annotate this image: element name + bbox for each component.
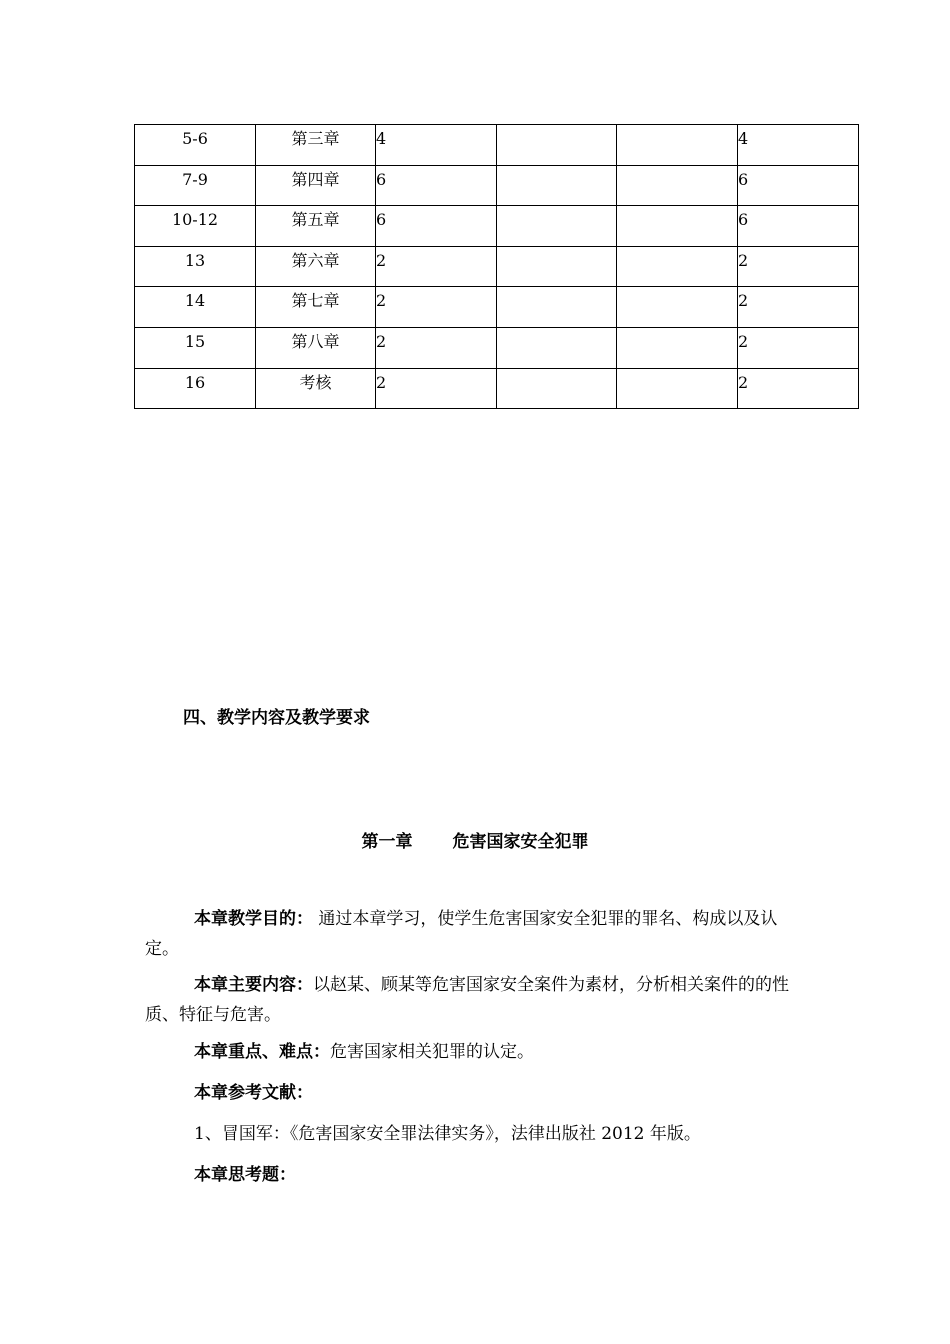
- total-cell: 2: [738, 327, 859, 368]
- table-row: [135, 287, 859, 328]
- chapter-cell: 考核: [256, 368, 376, 409]
- questions-label: 本章思考题：: [194, 1165, 296, 1185]
- empty-cell: [617, 368, 738, 409]
- empty-cell: [497, 327, 617, 368]
- empty-cell: [617, 206, 738, 247]
- total-cell: 2: [738, 246, 859, 287]
- empty-cell: [497, 165, 617, 206]
- empty-cell: [497, 206, 617, 247]
- empty-cell: [497, 246, 617, 287]
- chapter-cell: 第三章: [256, 125, 376, 166]
- purpose-text: 通过本章学习，使学生危害国家安全犯罪的罪名、构成以及认定。: [145, 909, 778, 959]
- table-row: [135, 246, 859, 287]
- hours-cell: 2: [376, 327, 497, 368]
- table-row: [135, 206, 859, 247]
- reference-item: 1、冒国军：《危害国家安全罪法律实务》，法律出版社 2012 年版。: [194, 1124, 701, 1144]
- focus-text: 危害国家相关犯罪的认定。: [330, 1042, 534, 1062]
- week-cell: 15: [135, 327, 256, 368]
- hours-cell: 2: [376, 368, 497, 409]
- table-row: [135, 125, 859, 166]
- content-paragraph: [145, 970, 810, 1030]
- hours-cell: 2: [376, 246, 497, 287]
- chapter-cell: 第七章: [256, 287, 376, 328]
- chapter-title: [0, 827, 950, 852]
- total-cell: 6: [738, 165, 859, 206]
- empty-cell: [617, 246, 738, 287]
- chapter-number: 第一章: [361, 832, 413, 852]
- chapter-cell: 第六章: [256, 246, 376, 287]
- chapter-cell: 第五章: [256, 206, 376, 247]
- week-cell: 7-9: [135, 165, 256, 206]
- purpose-paragraph: [145, 904, 810, 964]
- references-label: 本章参考文献：: [194, 1083, 313, 1103]
- week-cell: 10-12: [135, 206, 256, 247]
- empty-cell: [497, 125, 617, 166]
- content-text: 以赵某、顾某等危害国家安全案件为素材，分析相关案件的的性质、特征与危害。: [145, 975, 789, 1025]
- focus-label: 本章重点、难点：: [194, 1042, 330, 1062]
- week-cell: 5-6: [135, 125, 256, 166]
- week-cell: 14: [135, 287, 256, 328]
- hours-cell: 6: [376, 165, 497, 206]
- hours-cell: 2: [376, 287, 497, 328]
- empty-cell: [617, 125, 738, 166]
- week-cell: 16: [135, 368, 256, 409]
- table-row: [135, 165, 859, 206]
- hours-cell: 6: [376, 206, 497, 247]
- content-label: 本章主要内容：: [194, 975, 313, 995]
- questions-heading: [145, 1160, 810, 1190]
- chapter-cell: 第八章: [256, 327, 376, 368]
- empty-cell: [497, 287, 617, 328]
- section-heading: 四、教学内容及教学要求: [183, 708, 370, 728]
- total-cell: 6: [738, 206, 859, 247]
- total-cell: 2: [738, 287, 859, 328]
- schedule-table: [134, 124, 859, 409]
- empty-cell: [617, 287, 738, 328]
- purpose-label: 本章教学目的：: [194, 909, 313, 929]
- focus-paragraph: [145, 1037, 810, 1067]
- hours-cell: 4: [376, 125, 497, 166]
- chapter-name: 危害国家安全犯罪: [452, 832, 589, 852]
- chapter-cell: 第四章: [256, 165, 376, 206]
- total-cell: 4: [738, 125, 859, 166]
- references-heading: [145, 1078, 810, 1108]
- total-cell: 2: [738, 368, 859, 409]
- empty-cell: [617, 165, 738, 206]
- empty-cell: [617, 327, 738, 368]
- table-row: [135, 327, 859, 368]
- week-cell: 13: [135, 246, 256, 287]
- table-row: [135, 368, 859, 409]
- empty-cell: [497, 368, 617, 409]
